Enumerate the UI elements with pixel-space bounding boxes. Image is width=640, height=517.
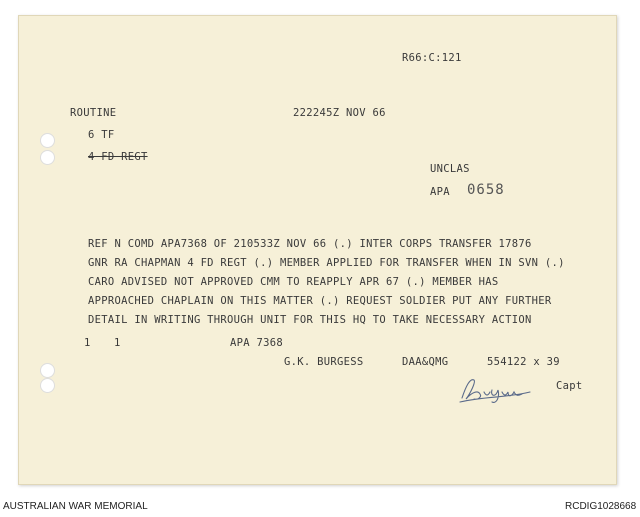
footer-item-id: RCDIG1028668 (565, 501, 637, 512)
message-body-line: APPROACHED CHAPLAIN ON THIS MATTER (.) REQUEST SOLDIER PUT ANY FURTHER (88, 295, 552, 307)
punch-hole (40, 133, 55, 148)
message-body-line: CARO ADVISED NOT APPROVED CMM TO REAPPLY APR 67 (.) MEMBER HAS (88, 276, 499, 288)
footer-archive-name: AUSTRALIAN WAR MEMORIAL (3, 501, 148, 512)
addressee-info-struck: 4 FD REGT (88, 151, 148, 163)
message-prefix: APA (430, 186, 450, 198)
message-body-line: DETAIL IN WRITING THROUGH UNIT FOR THIS HQ TO TAKE NECESSARY ACTION (88, 314, 532, 326)
rank: Capt (556, 380, 583, 392)
file-reference: R66:C:121 (402, 52, 462, 64)
precedence: ROUTINE (70, 107, 117, 119)
addressee-to: 6 TF (88, 129, 115, 141)
message-body-line: GNR RA CHAPMAN 4 FD REGT (.) MEMBER APPLIED FOR TRANSFER WHEN IN SVN (.) (88, 257, 565, 269)
appointment: DAA&QMG (402, 356, 449, 368)
phone-extension: 554122 x 39 (487, 356, 560, 368)
reference-code: APA 7368 (230, 337, 283, 349)
originator-name: G.K. BURGESS (284, 356, 364, 368)
date-time-group: 222245Z NOV 66 (293, 107, 386, 119)
punch-hole (40, 378, 55, 393)
classification: UNCLAS (430, 163, 470, 175)
page-total: 1 (114, 337, 121, 349)
message-number: 0658 (467, 182, 505, 198)
punch-hole (40, 363, 55, 378)
message-body-line: REF N COMD APA7368 OF 210533Z NOV 66 (.) INTER CORPS TRANSFER 17876 (88, 238, 532, 250)
page-count: 1 (84, 337, 91, 349)
handwritten-signature (456, 372, 536, 406)
message-form (18, 15, 617, 485)
punch-hole (40, 150, 55, 165)
